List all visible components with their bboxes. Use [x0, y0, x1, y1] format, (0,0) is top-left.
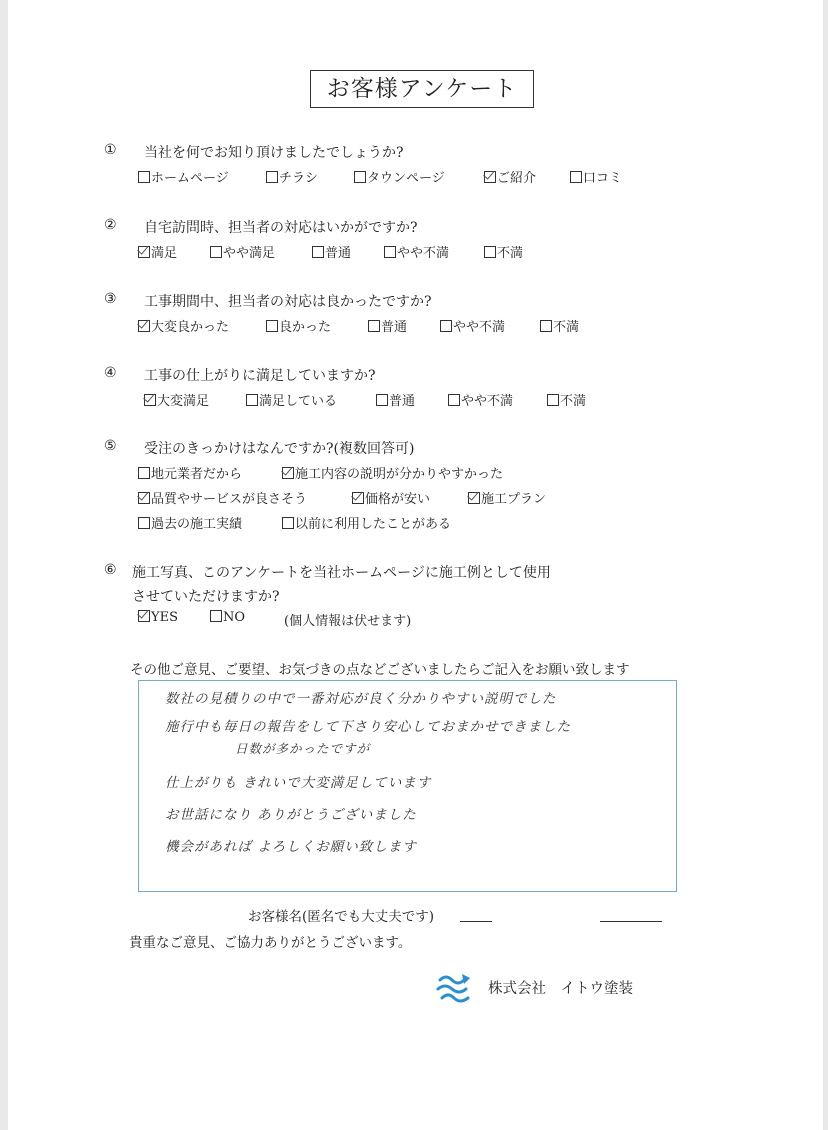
- q1-option[interactable]: 口コミ: [570, 167, 622, 186]
- checkbox[interactable]: [484, 246, 496, 258]
- q1-option[interactable]: ご紹介: [484, 167, 536, 186]
- survey-sheet: [8, 0, 823, 1130]
- checkbox[interactable]: [210, 610, 222, 622]
- comment-line: 施行中も毎日の報告をして下さり安心しておまかせできました: [165, 719, 571, 735]
- question-text-cont: させていただけますか?: [132, 589, 280, 605]
- checkbox[interactable]: [210, 246, 222, 258]
- q6-option-no[interactable]: NO: [210, 610, 245, 625]
- comment-line: 仕上がりも きれいで大変満足しています: [165, 775, 432, 791]
- checkbox[interactable]: [312, 246, 324, 258]
- question-text: 自宅訪問時、担当者の対応はいかがですか?: [144, 220, 418, 236]
- checkbox[interactable]: [440, 320, 452, 332]
- company-logo-icon: [436, 970, 474, 1004]
- q1-option[interactable]: ホームページ: [138, 167, 229, 186]
- name-line-2[interactable]: [600, 921, 662, 922]
- q3-option[interactable]: やや不満: [440, 316, 505, 335]
- survey-title: お客様アンケート: [310, 70, 534, 108]
- q4-option[interactable]: 普通: [376, 390, 415, 409]
- checkbox[interactable]: [368, 320, 380, 332]
- checkbox[interactable]: [138, 171, 150, 183]
- checkbox[interactable]: [540, 320, 552, 332]
- comment-line: 数社の見積りの中で一番対応が良く分かりやすい説明でした: [165, 691, 557, 707]
- checkbox[interactable]: [266, 171, 278, 183]
- checkbox-checked[interactable]: [282, 467, 294, 479]
- question-text: 工事期間中、担当者の対応は良かったですか?: [144, 294, 432, 310]
- checkbox-checked[interactable]: [484, 171, 496, 183]
- checkbox[interactable]: [376, 394, 388, 406]
- comments-label: その他ご意見、ご要望、お気づきの点などございましたらご記入をお願い致します: [130, 662, 630, 678]
- question-text: 当社を何でお知り頂けましたでしょうか?: [144, 145, 404, 161]
- q2-option[interactable]: 不満: [484, 242, 523, 261]
- q5-option[interactable]: 品質やサービスが良さそう: [138, 488, 307, 507]
- checkbox-checked[interactable]: [352, 492, 364, 504]
- q5-option[interactable]: 以前に利用したことがある: [282, 513, 451, 532]
- thanks-message: 貴重なご意見、ご協力ありがとうございます。: [129, 935, 412, 951]
- question-text: 受注のきっかけはなんですか?(複数回答可): [144, 441, 415, 457]
- checkbox[interactable]: [138, 467, 150, 479]
- comment-line: 日数が多かったですが: [235, 741, 371, 756]
- q3-option[interactable]: 良かった: [266, 316, 331, 335]
- comment-box[interactable]: [138, 680, 677, 892]
- company-name: 株式会社 イトウ塗装: [488, 981, 633, 997]
- q3-option[interactable]: 不満: [540, 316, 579, 335]
- question-number: ④: [104, 365, 117, 381]
- question-text: 工事の仕上がりに満足していますか?: [144, 368, 376, 384]
- q4-option[interactable]: 大変満足: [144, 390, 209, 409]
- checkbox[interactable]: [570, 171, 582, 183]
- privacy-note: (個人情報は伏せます): [284, 614, 412, 629]
- name-line-1[interactable]: [460, 921, 492, 922]
- checkbox[interactable]: [547, 394, 559, 406]
- checkbox[interactable]: [138, 517, 150, 529]
- q5-option[interactable]: 価格が安い: [352, 488, 430, 507]
- question-number: ⑤: [104, 438, 117, 454]
- comment-line: 機会があれば よろしくお願い致します: [165, 839, 417, 855]
- checkbox[interactable]: [354, 171, 366, 183]
- checkbox-checked[interactable]: [138, 610, 150, 622]
- q6-option-yes[interactable]: YES: [138, 610, 178, 625]
- question-text: 施工写真、このアンケートを当社ホームページに施工例として使用: [132, 565, 551, 581]
- checkbox[interactable]: [246, 394, 258, 406]
- question-number: ②: [104, 217, 117, 233]
- question-number: ③: [104, 291, 117, 307]
- question-number: ⑥: [104, 562, 117, 578]
- q5-option[interactable]: 地元業者だから: [138, 463, 242, 482]
- q2-option[interactable]: やや不満: [384, 242, 449, 261]
- checkbox[interactable]: [282, 517, 294, 529]
- checkbox-checked[interactable]: [138, 492, 150, 504]
- checkbox-checked[interactable]: [138, 246, 150, 258]
- q2-option[interactable]: 普通: [312, 242, 351, 261]
- q1-option[interactable]: タウンページ: [354, 167, 445, 186]
- q3-option[interactable]: 大変良かった: [138, 316, 229, 335]
- checkbox[interactable]: [448, 394, 460, 406]
- question-number: ①: [104, 142, 117, 158]
- q4-option[interactable]: 不満: [547, 390, 586, 409]
- checkbox[interactable]: [384, 246, 396, 258]
- q4-option[interactable]: やや不満: [448, 390, 513, 409]
- checkbox[interactable]: [266, 320, 278, 332]
- q2-option[interactable]: やや満足: [210, 242, 275, 261]
- q5-option[interactable]: 施工プラン: [468, 488, 546, 507]
- q1-option[interactable]: チラシ: [266, 167, 318, 186]
- customer-name-label: お客様名(匿名でも大丈夫です): [248, 909, 435, 925]
- comment-line: お世話になり ありがとうございました: [165, 807, 417, 823]
- q4-option[interactable]: 満足している: [246, 390, 337, 409]
- q5-option[interactable]: 施工内容の説明が分かりやすかった: [282, 463, 503, 482]
- checkbox-checked[interactable]: [468, 492, 480, 504]
- checkbox-checked[interactable]: [138, 320, 150, 332]
- q5-option[interactable]: 過去の施工実績: [138, 513, 242, 532]
- checkbox-checked[interactable]: [144, 394, 156, 406]
- q2-option[interactable]: 満足: [138, 242, 177, 261]
- q3-option[interactable]: 普通: [368, 316, 407, 335]
